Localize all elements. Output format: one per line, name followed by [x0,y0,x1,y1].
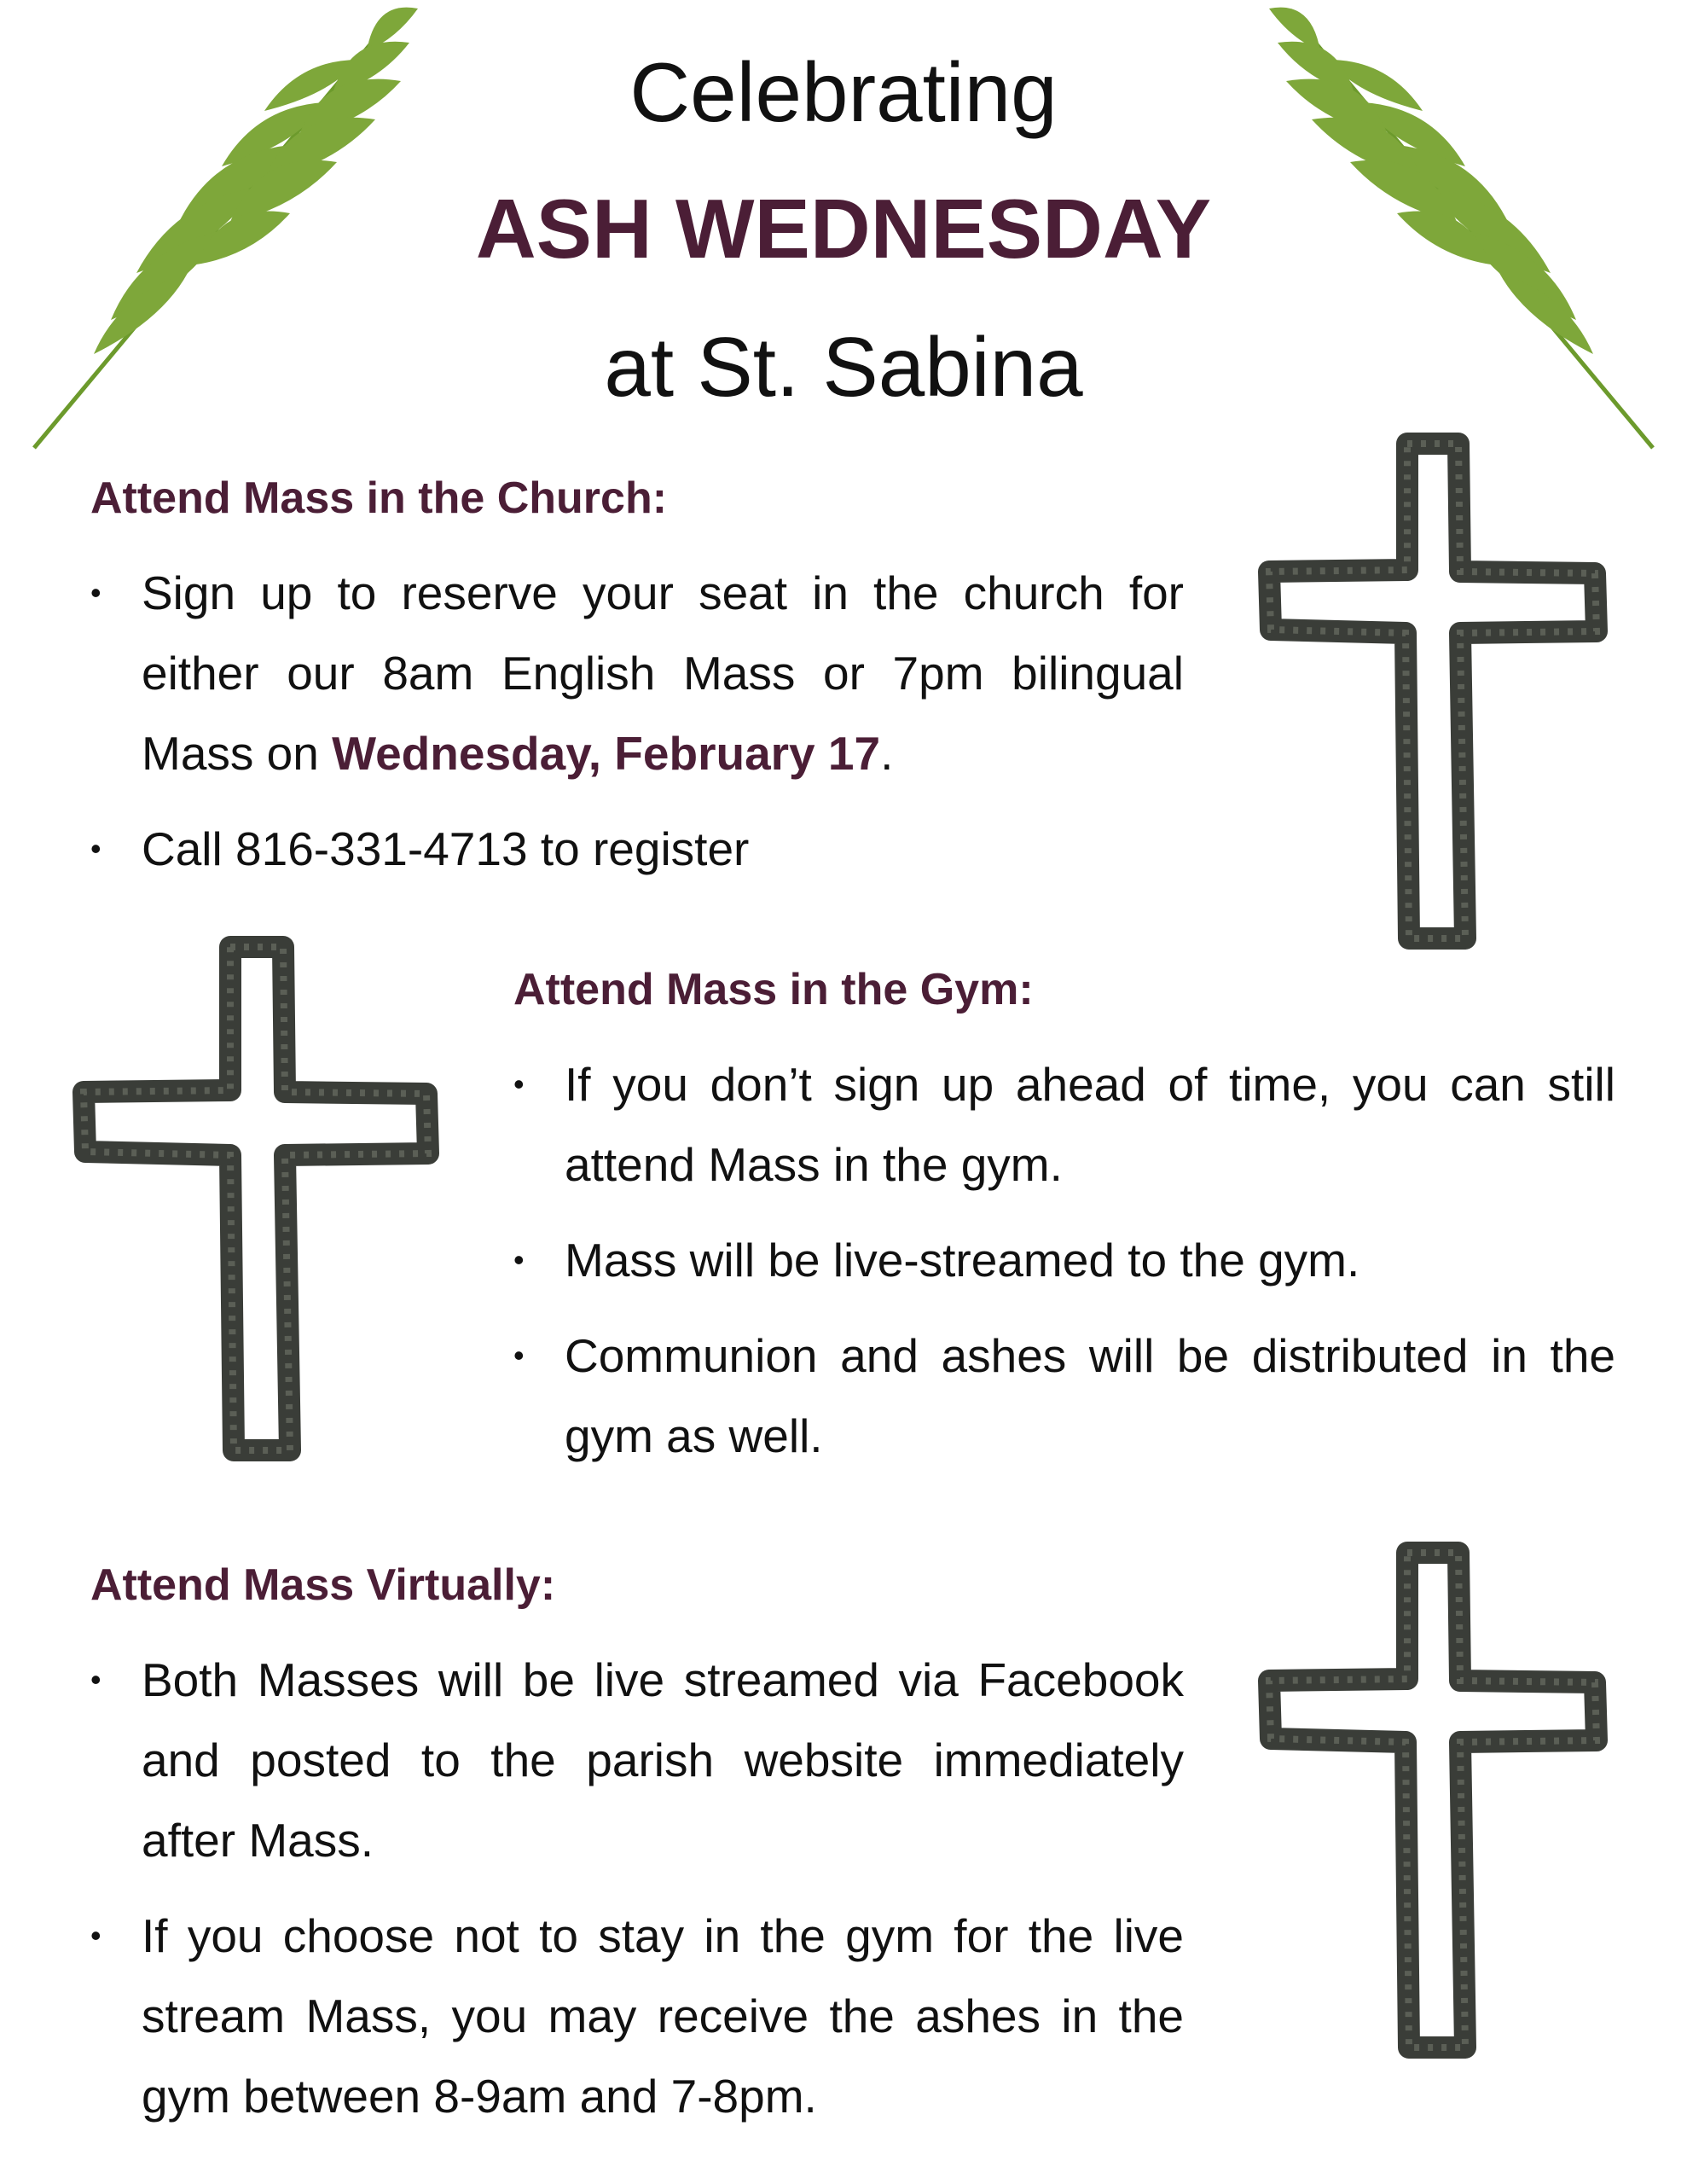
title-line-1: Celebrating [629,45,1058,139]
gym-item: • Communion and ashes will be distributed in the gym as well. [513,1316,1615,1476]
virtual-item: • Both Masses will be live streamed via Facebook and posted to the parish website immediately after Mass. [90,1640,1184,1880]
virtual-heading: Attend Mass Virtually: [90,1560,556,1610]
church-list [90,553,1184,904]
gym-heading: Attend Mass in the Gym: [513,965,1034,1014]
church-item-2: • Call 816-331-4713 to register [90,809,1184,889]
church-item-1-date: Wednesday, February 17 [332,727,881,780]
gym-item: • If you don’t sign up ahead of time, you can still attend Mass in the gym. [513,1044,1615,1205]
church-item-1 [90,553,1184,793]
church-item-1-text: Sign up to reserve your seat in the church for either our 8am English Mass or 7pm bilingual Mass on [142,566,1184,780]
title-line-3: at St. Sabina [604,320,1083,414]
ash-cross-icon [1245,427,1620,956]
church-item-1-end: . [880,727,894,780]
gym-list [513,1044,1615,1491]
title-line-2: ASH WEDNESDAY [475,182,1212,276]
virtual-item: • If you choose not to stay in the gym for the live stream Mass, you may receive the ashes in the gym between 8-9am and 7-8pm. [90,1896,1184,2136]
ash-cross-icon [1245,1536,1620,2065]
virtual-list [90,1640,1184,2152]
gym-item: • Mass will be live-streamed to the gym. [513,1220,1615,1300]
ash-cross-icon [60,930,452,1467]
church-heading: Attend Mass in the Church: [90,473,668,523]
